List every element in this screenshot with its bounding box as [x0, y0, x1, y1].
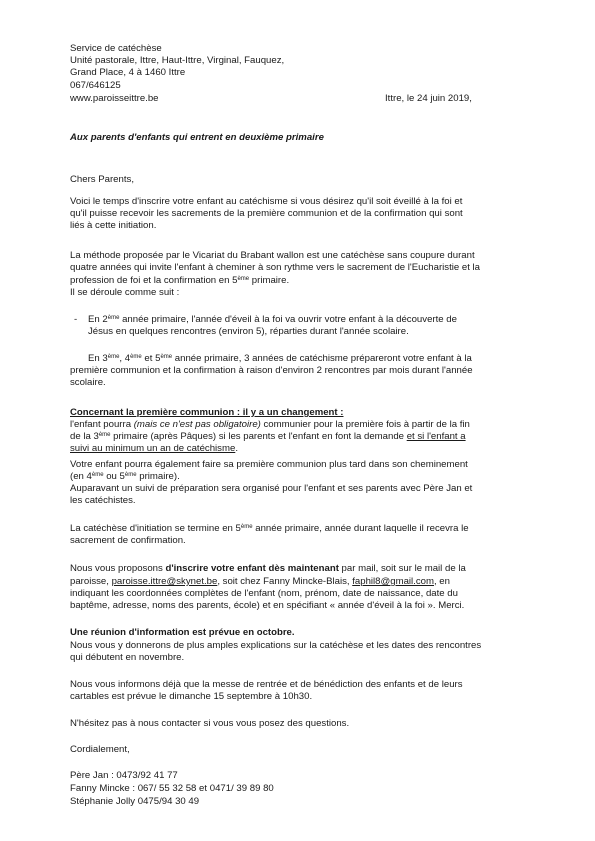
text-line: La catéchèse d'initiation se termine en 5ème année primaire, année durant laquelle il recevra le — [70, 523, 469, 534]
salutation: Chers Parents, — [70, 174, 134, 185]
text-line: Votre enfant pourra également faire sa première communion plus tard dans son cheminement — [70, 459, 468, 470]
contact-line: Fanny Mincke : 067/ 55 32 58 et 0471/ 39 89 80 — [70, 783, 274, 794]
contact-line: Père Jan : 0473/92 41 77 — [70, 770, 178, 781]
text-line: quatre années qui invite l'enfant à cheminer à son rythme vers le sacrement de l'Eucharistie et la — [70, 262, 481, 273]
text-line: qu'il puisse recevoir les sacrements de la première communion et de la confirmation qui sont — [70, 208, 463, 219]
text-line: Voici le temps d'inscrire votre enfant au catéchisme si vous désirez qu'il soit éveillé à la foi et — [70, 196, 463, 207]
text-line: les catéchistes. — [70, 495, 136, 506]
text-line: première communion et la confirmation à raison d'environ 2 rencontres par mois durant l'année — [70, 365, 473, 376]
text-line: Auparavant un suivi de préparation sera organisé pour l'enfant et ses parents avec Père Jan et — [70, 483, 473, 494]
text-line: Jésus en quelques rencontres (environ 5), réparties durant l'année scolaire. — [88, 326, 409, 337]
bullet-mark: - — [74, 314, 78, 325]
text-line: sacrement de confirmation. — [70, 535, 186, 546]
text-line: qui débutent en novembre. — [70, 652, 185, 663]
text-line: (en 4ème ou 5ème primaire). — [70, 471, 180, 482]
contact-line: Stéphanie Jolly 0475/94 30 49 — [70, 796, 200, 807]
text-line: indiquant les coordonnées complètes de l'enfant (nom, prénom, date de naissance, date du — [70, 588, 458, 599]
text-line: cartables est prévue le dimanche 15 septembre à 10h30. — [70, 691, 313, 702]
letter-date: Ittre, le 24 juin 2019, — [385, 93, 472, 104]
sender-unit: Unité pastorale, Ittre, Haut-Ittre, Virginal, Fauquez, — [70, 55, 285, 66]
text-line: profession de foi et la confirmation en 5ème primaire. — [70, 275, 290, 286]
letter-subject: Aux parents d'enfants qui entrent en deuxième primaire — [70, 132, 324, 143]
text-line: En 3ème, 4ème et 5ème année primaire, 3 années de catéchisme prépareront votre enfant à la — [88, 353, 472, 364]
text-line: l'enfant pourra (mais ce n'est pas obligatoire) communier pour la première fois à partir de la fin — [70, 419, 470, 430]
text-line: En 2ème année primaire, l'année d'éveil à la foi va ouvrir votre enfant à la découverte de — [88, 314, 457, 325]
text-line: suivi au minimum un an de catéchisme. — [70, 443, 238, 454]
sender-website[interactable]: www.paroisseittre.be — [70, 93, 159, 104]
text-line: Nous vous proposons d'inscrire votre enfant dès maintenant par mail, soit sur le mail de la — [70, 563, 466, 574]
text-line: Nous vous informons déjà que la messe de rentrée et de bénédiction des enfants et de leurs — [70, 679, 463, 690]
text-line: baptême, adresse, noms des parents, école) et en spécifiant « année d'éveil à la foi ». Merci. — [70, 600, 465, 611]
text-line: paroisse, paroisse.ittre@skynet.be, soit chez Fanny Mincke-Blais, faphil8@gmail.com, en — [70, 576, 450, 587]
sender-address: Grand Place, 4 à 1460 Ittre — [70, 67, 186, 78]
email-link-fanny[interactable]: faphil8@gmail.com — [352, 576, 434, 587]
text-line: Il se déroule comme suit : — [70, 287, 180, 298]
paragraph-questions: N'hésitez pas à nous contacter si vous vous posez des questions. — [70, 718, 350, 729]
email-link-parish[interactable]: paroisse.ittre@skynet.be — [111, 576, 218, 587]
text-line: La méthode proposée par le Vicariat du Brabant wallon est une catéchèse sans coupure durant — [70, 250, 475, 261]
text-line: de la 3ème primaire (après Pâques) si les parents et l'enfant en font la demande et si l'enfant a — [70, 431, 466, 442]
text-line: Nous vous y donnerons de plus amples explications sur la catéchèse et les dates des rencontres — [70, 640, 482, 651]
text-line: liés à cette initiation. — [70, 220, 157, 231]
section-heading: Une réunion d'information est prévue en octobre. — [70, 627, 295, 638]
closing: Cordialement, — [70, 744, 130, 755]
section-heading: Concernant la première communion : il y a un changement : — [70, 407, 344, 418]
text-line: scolaire. — [70, 377, 106, 388]
sender-service: Service de catéchèse — [70, 43, 162, 54]
sender-phone: 067/646125 — [70, 80, 121, 91]
